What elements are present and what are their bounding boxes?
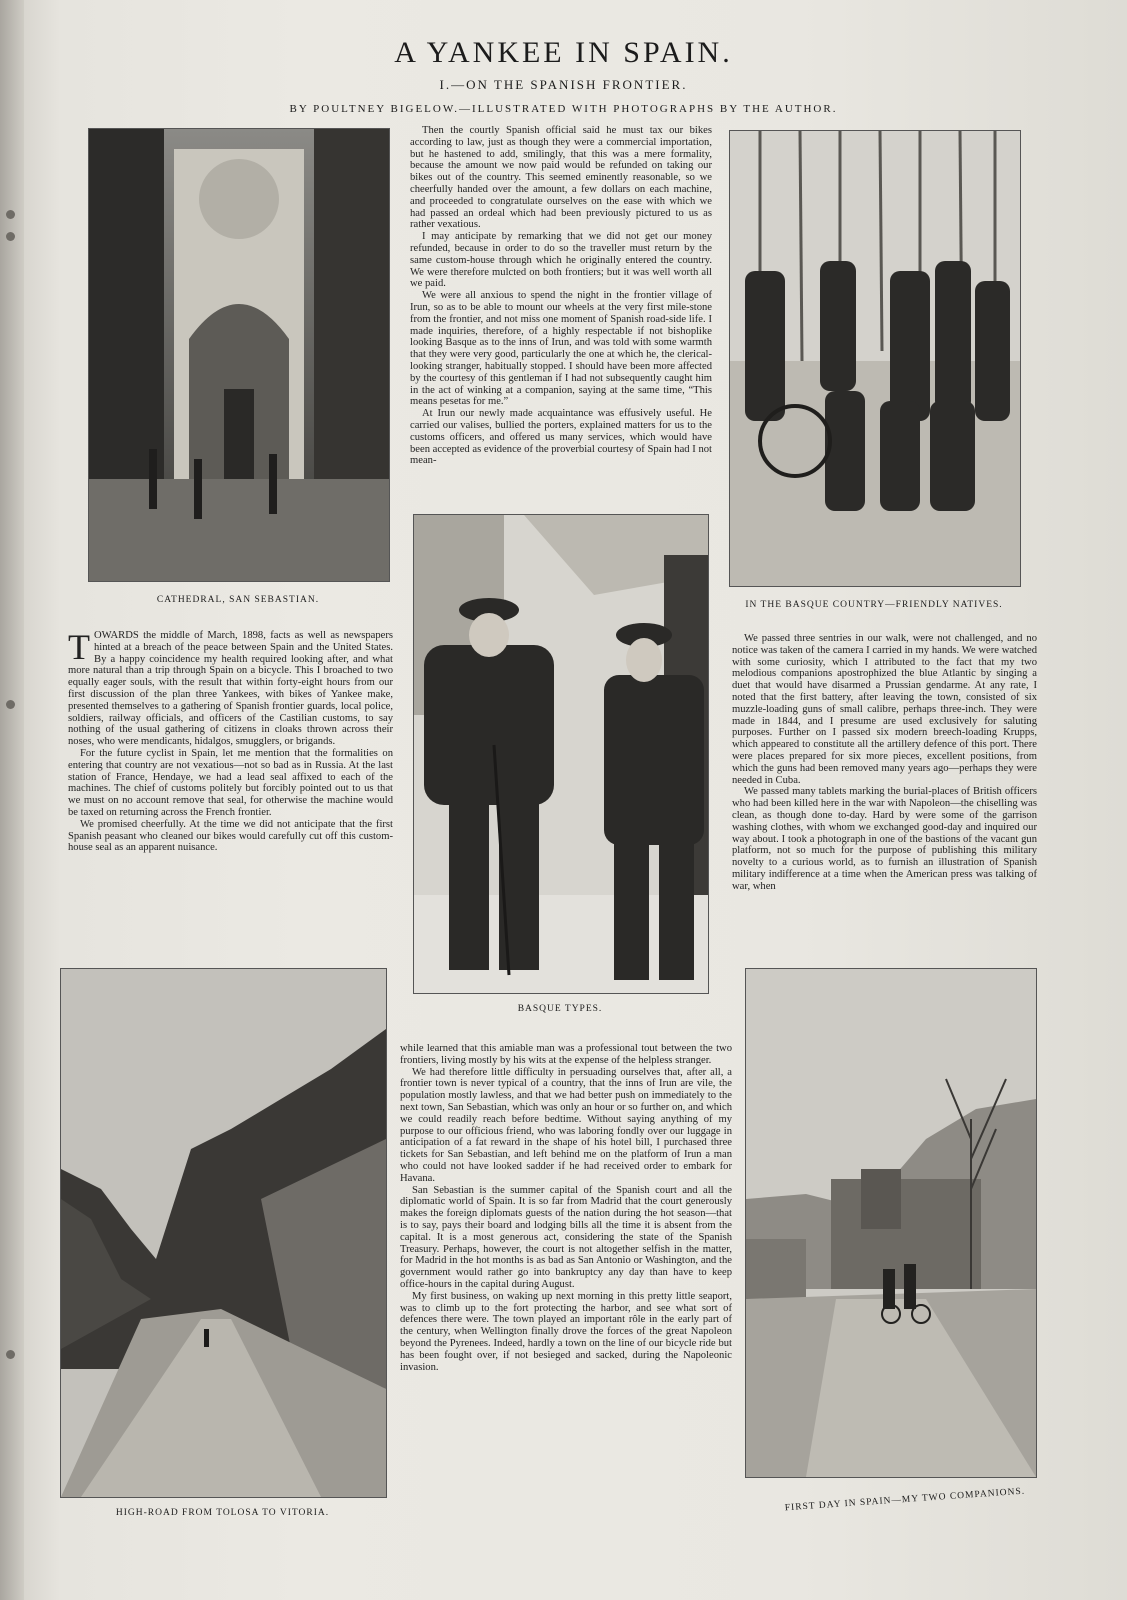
photo-cathedral <box>88 128 390 582</box>
article-column-center-top <box>410 125 712 489</box>
binding-hole <box>6 210 15 219</box>
caption-highroad: HIGH-ROAD FROM TOLOSA TO VITORIA. <box>115 1508 330 1518</box>
paragraph: At Irun our newly made acquaintance was effusively useful. He carried our valises, bullied the porters, explained matters for us to the customs officers, and offered us many services, which would have been accepted as evidence of the proverbial courtesy of Spain had I not mean- <box>410 408 712 467</box>
photo-highroad <box>60 968 387 1498</box>
photo-basque-natives <box>729 130 1021 587</box>
binding-hole <box>6 1350 15 1359</box>
paragraph: We promised cheerfully. At the time we did not anticipate that the first Spanish peasant who cleaned our bikes would carefully cut off this custom-house seal as an apparent nuisance. <box>68 818 393 854</box>
article-column-center-bottom <box>400 1043 732 1523</box>
paragraph: We were all anxious to spend the night in the frontier village of Irun, so as to be able to mount our wheels at the very first mile-stone from the frontier, and not miss one moment of Spanish road-side life. I made inquiries, therefore, of a highly respectable if not bishoplike looking Basque as to the inns of Irun, and was told with some warmth that they were very good, particularly the one at which he, the clerical-looking stranger, habitually stopped. I should have been more affected by the courtesy of this gentleman if I had not subsequently caught him in the act of winking at a companion, saying at the same time, “This means pesetas for me.” <box>410 290 712 408</box>
article-byline: BY POULTNEY BIGELOW.—ILLUSTRATED WITH PHOTOGRAPHS BY THE AUTHOR. <box>289 103 838 115</box>
paragraph: while learned that this amiable man was a professional tout between the two frontiers, living mostly by his wits at the expense of the helpless stranger. <box>400 1043 732 1066</box>
caption-first-day: FIRST DAY IN SPAIN—MY TWO COMPANIONS. <box>784 1486 1026 1514</box>
photo-basque-types <box>413 514 709 994</box>
paragraph: We passed many tablets marking the burial-places of British officers who had been killed here in the war with Napoleon—the chiselling was clean, as though done to-day. Hard by were some of the garrison washing clothes, with whom we exchanged good-day and inquired our way about. I took a photograph in one of the bastions of the vacant gun platform, not so much for the purpose of publishing this military novelty to a curious world, as to furnish an illustration of Spanish military indifference at a time when the American press was talking of war, when <box>732 786 1037 892</box>
paragraph: We passed three sentries in our walk, were not challenged, and no notice was taken of the camera I carried in my hands. We were watched with some curiosity, which I attributed to the fact that my two melodious companions apostrophized the blue Atlantic by singing a duet that would have disarmed a Prussian gendarme. At any rate, I noted that the first battery, after leaving the town, consisted of six muzzle-loading guns of small calibre, perhaps three-inch. They were made in 1844, and I presume are used exclusively for saluting purposes. Further on I passed six modern breech-loading Krupps, which appeared to constitute all the artillery defence of this port. There were places prepared for six more pieces, excellent positions, from which the guns had been removed many years ago—perhaps they were needed in Cuba. <box>732 633 1037 786</box>
paragraph: OWARDS the middle of March, 1898, facts as well as newspapers hinted at a breach of the peace between Spain and the United States. By a happy coincidence my health required looking after, and what more natural than a trip through Spain on a bicycle. This I broached to two equally eager souls, with the result that within forty-eight hours from our first discussion of the plan three Yankees, with bikes of Yankee make, presented themselves to a gathering of Spanish frontier guards, local police, soldiers, railway officials, and officers of the Castilian customs, to say nothing of the usual gathering of citizens in cloaks thrown across their noses, who were mendicants, hidalgos, smugglers, or brigands. <box>68 630 393 748</box>
drop-cap: T <box>68 630 90 667</box>
article-column-right <box>732 633 1037 938</box>
caption-basque-natives: IN THE BASQUE COUNTRY—FRIENDLY NATIVES. <box>745 600 1003 610</box>
article-title: A YANKEE IN SPAIN. <box>394 36 733 69</box>
paragraph: For the future cyclist in Spain, let me mention that the formalities on entering that country are not vexatious—not so bad as in Russia. At the last station of France, Hendaye, we had a lead seal affixed to each of the machines. The chief of customs politely but forcibly pointed out to us that we must on no account remove that seal, for otherwise the machine would be taxed on returning across the French frontier. <box>68 747 393 818</box>
caption-basque-types: BASQUE TYPES. <box>517 1004 603 1014</box>
paragraph: Then the courtly Spanish official said he must tax our bikes according to law, just as though they were a commercial importation, but he hastened to add, smilingly, that this was a mere formality, because the amount we now paid would be refunded on taking our bikes out of the country. This seemed eminently reasonable, so we cheerfully handed over the amount, a few dollars on each machine, and proceeded to congratulate ourselves on the ease with which we had passed an ordeal which had been previously pictured to us as rather vexatious. <box>410 125 712 231</box>
paragraph: We had therefore little difficulty in persuading ourselves that, after all, a frontier town is never typical of a country, that the inns of Irun are vile, the population mostly lawless, and that we had better push on immediately to the next town, San Sebastian, which was only an hour or so further on, and which we could readily reach before bedtime. Without saying anything of my purpose to our officious friend, who was laboring fondly over our luggage in anticipation of a fat reward in the shape of his hotel bill, I purchased three tickets for San Sebastian, and left behind me on the platform of Irun a man who could not have looked sadder if he had received order to embark for Havana. <box>400 1066 732 1184</box>
paragraph: My first business, on waking up next morning in this pretty little seaport, was to climb up to the fort protecting the harbor, and see what sort of defences there were. The town played an important rôle in the early part of the century, when Wellington finally drove the forces of the great Napoleon beyond the Pyrenees. Indeed, hardly a town on the line of our bicycle ride but has been fought over, if not besieged and sacked, during the Napoleonic invasion. <box>400 1290 732 1373</box>
caption-cathedral: CATHEDRAL, SAN SEBASTIAN. <box>156 595 320 605</box>
binding-hole <box>6 232 15 241</box>
binding-edge <box>0 0 24 1600</box>
article-subtitle: I.—ON THE SPANISH FRONTIER. <box>439 77 688 92</box>
article-column-left <box>68 630 393 940</box>
paragraph: San Sebastian is the summer capital of the Spanish court and all the diplomatic world of Spain. It is so far from Madrid that the court generously makes the foreign diplomats guests of the nation during the hot season—that is to say, pays their board and lodging bills all the time it is absent from the capital. It is a most generous act, considering the state of the Spanish Treasury. Perhaps, however, the court is not altogether selfish in the matter, for Madrid in the hot months is as bad as San Antonio or Washington, and the government would rather go into bankruptcy any day than have to keep office-hours in the capital during August. <box>400 1184 732 1290</box>
paragraph: I may anticipate by remarking that we did not get our money refunded, because in order to do so the traveller must return by the same custom-house through which he originally entered the country. We were therefore mulcted on both frontiers; but it was well worth all we paid. <box>410 231 712 290</box>
binding-hole <box>6 700 15 709</box>
photo-first-day <box>745 968 1037 1478</box>
